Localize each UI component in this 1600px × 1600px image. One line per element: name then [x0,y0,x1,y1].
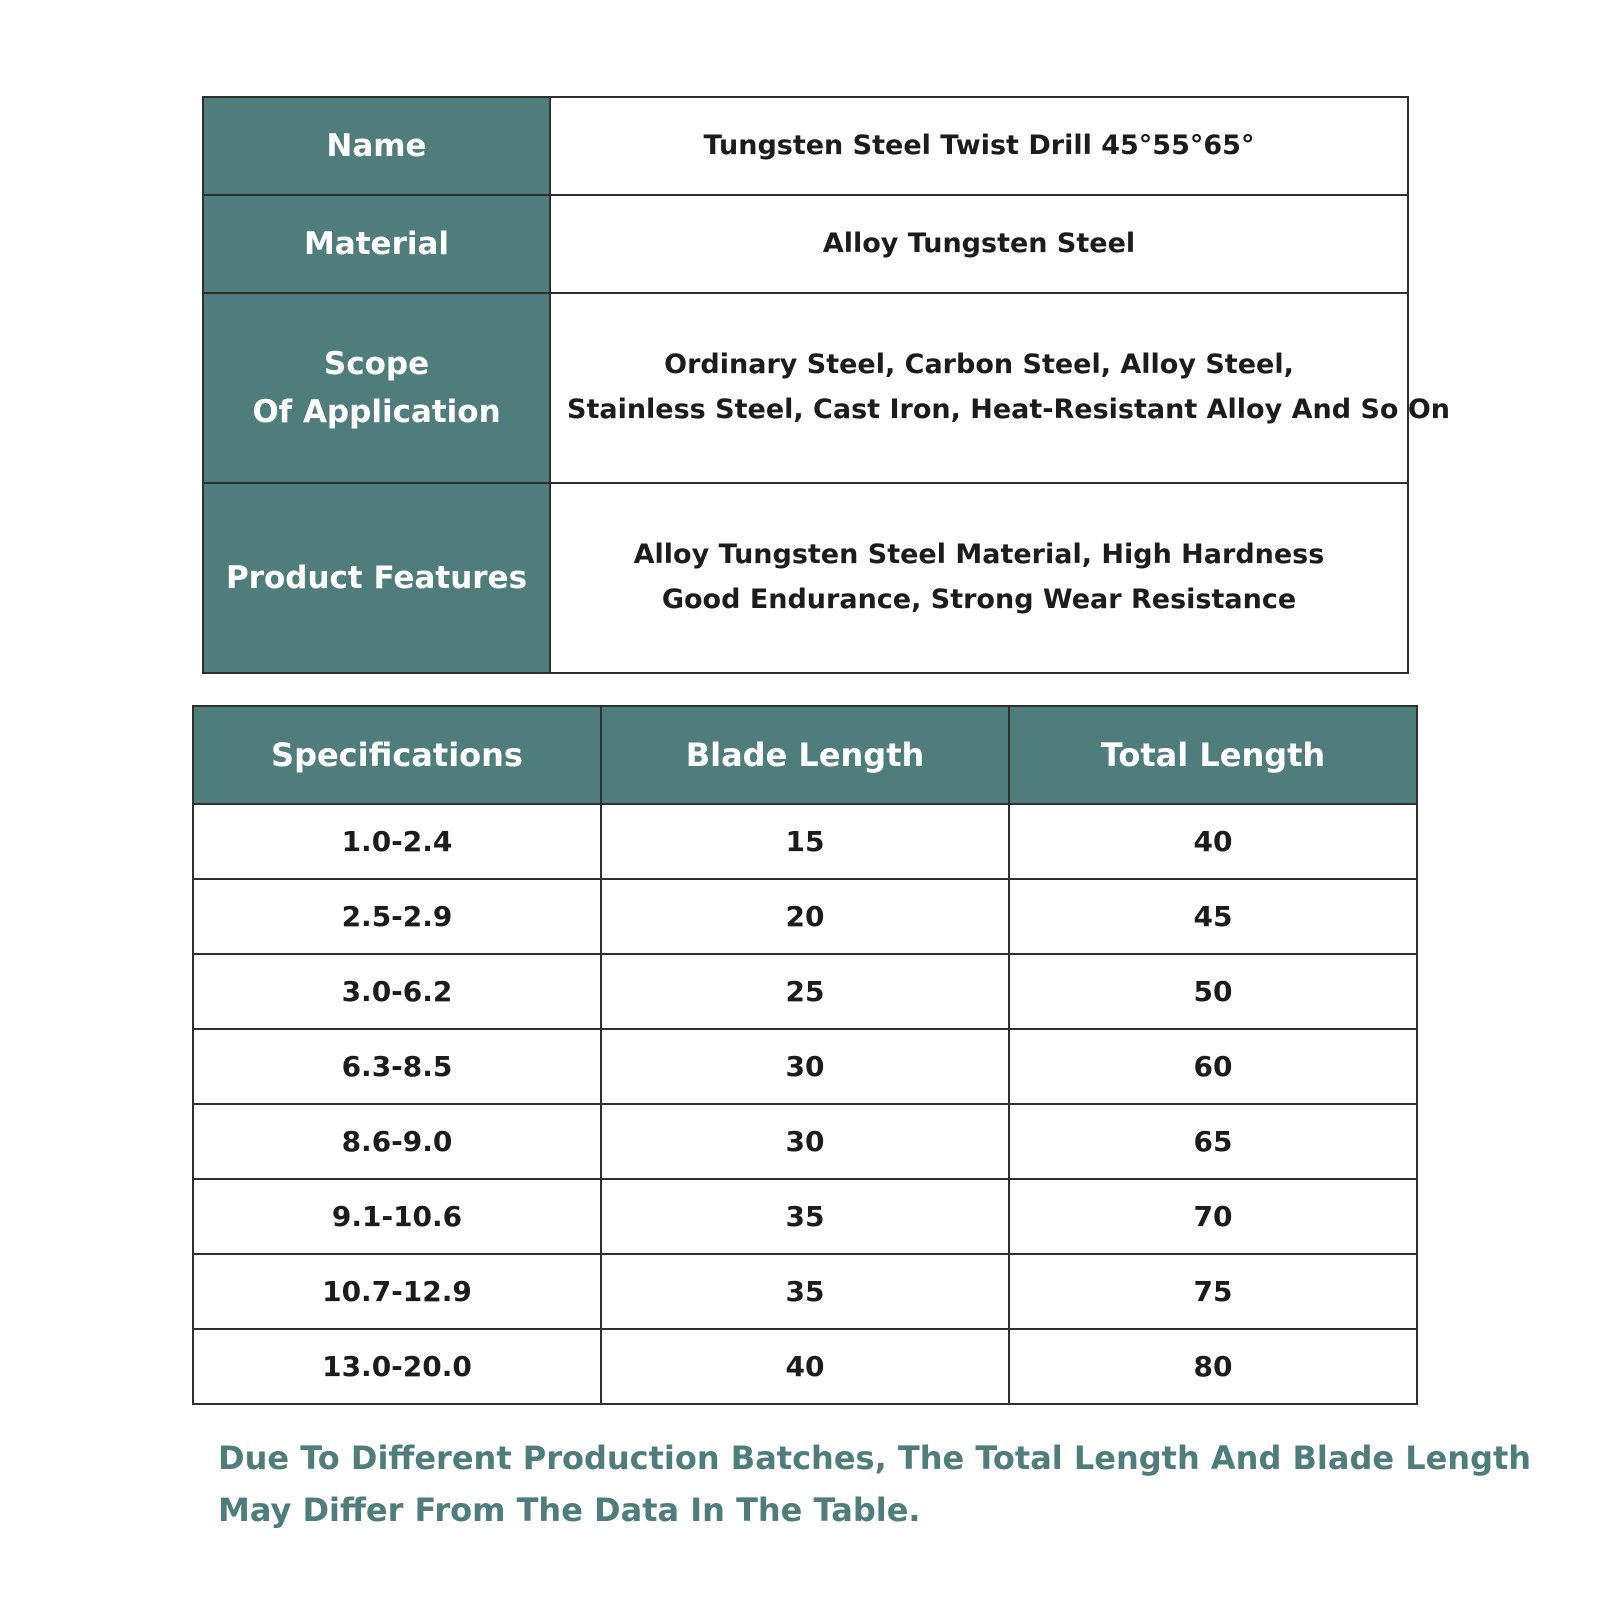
info-label-features: Product Features [203,483,550,673]
disclaimer-note-line: May Differ From The Data In The Table. [218,1491,921,1529]
table-row [193,1179,1417,1254]
info-value-scope-line: Stainless Steel, Cast Iron, Heat-Resistant Alloy And So On [567,394,1451,425]
blade-length-cell: 20 [601,879,1009,954]
total-length-cell: 65 [1009,1104,1417,1179]
spec-cell: 8.6-9.0 [193,1104,601,1179]
spec-cell: 3.0-6.2 [193,954,601,1029]
info-value-name: Tungsten Steel Twist Drill 45°55°65° [550,97,1408,195]
spec-header-row [193,706,1417,804]
info-value-features-line: Alloy Tungsten Steel Material, High Hardness [633,539,1325,571]
product-info-table [202,96,1451,674]
disclaimer-note-line: Due To Different Production Batches, The Total Length And Blade Length [218,1439,1532,1477]
disclaimer-note [218,1432,1532,1536]
blade-length-cell: 30 [601,1104,1009,1179]
info-label-scope-line: Of Application [252,394,501,430]
blade-length-cell: 25 [601,954,1009,1029]
blade-length-cell: 35 [601,1179,1009,1254]
info-value-features [550,483,1408,673]
table-row [193,1029,1417,1104]
info-value-material: Alloy Tungsten Steel [550,195,1408,293]
total-length-cell: 60 [1009,1029,1417,1104]
table-row [193,804,1417,879]
spec-cell: 1.0-2.4 [193,804,601,879]
table-row [193,954,1417,1029]
spec-cell: 9.1-10.6 [193,1179,601,1254]
table-row [193,1329,1417,1404]
total-length-cell: 70 [1009,1179,1417,1254]
total-length-cell: 45 [1009,879,1417,954]
spec-cell: 13.0-20.0 [193,1329,601,1404]
info-label-scope [203,293,550,483]
column-header-total-length: Total Length [1009,706,1417,804]
blade-length-cell: 35 [601,1254,1009,1329]
info-row-scope [203,293,1408,483]
info-label-material: Material [203,195,550,293]
spec-cell: 6.3-8.5 [193,1029,601,1104]
info-value-scope [550,293,1451,483]
table-row [193,1254,1417,1329]
column-header-blade-length: Blade Length [601,706,1009,804]
total-length-cell: 75 [1009,1254,1417,1329]
total-length-cell: 50 [1009,954,1417,1029]
blade-length-cell: 40 [601,1329,1009,1404]
specifications-table [192,705,1418,1405]
table-row [193,1104,1417,1179]
info-row-material [203,195,1408,293]
blade-length-cell: 15 [601,804,1009,879]
info-label-scope-line: Scope [323,345,430,382]
info-value-features-line: Good Endurance, Strong Wear Resistance [661,584,1297,615]
info-row-features [203,483,1408,673]
total-length-cell: 40 [1009,804,1417,879]
spec-cell: 2.5-2.9 [193,879,601,954]
info-row-name [203,97,1408,195]
spec-cell: 10.7-12.9 [193,1254,601,1329]
blade-length-cell: 30 [601,1029,1009,1104]
column-header-specifications: Specifications [193,706,601,804]
table-row [193,879,1417,954]
info-value-scope-line: Ordinary Steel, Carbon Steel, Alloy Steel, [664,349,1294,381]
info-label-name: Name [203,97,550,195]
total-length-cell: 80 [1009,1329,1417,1404]
